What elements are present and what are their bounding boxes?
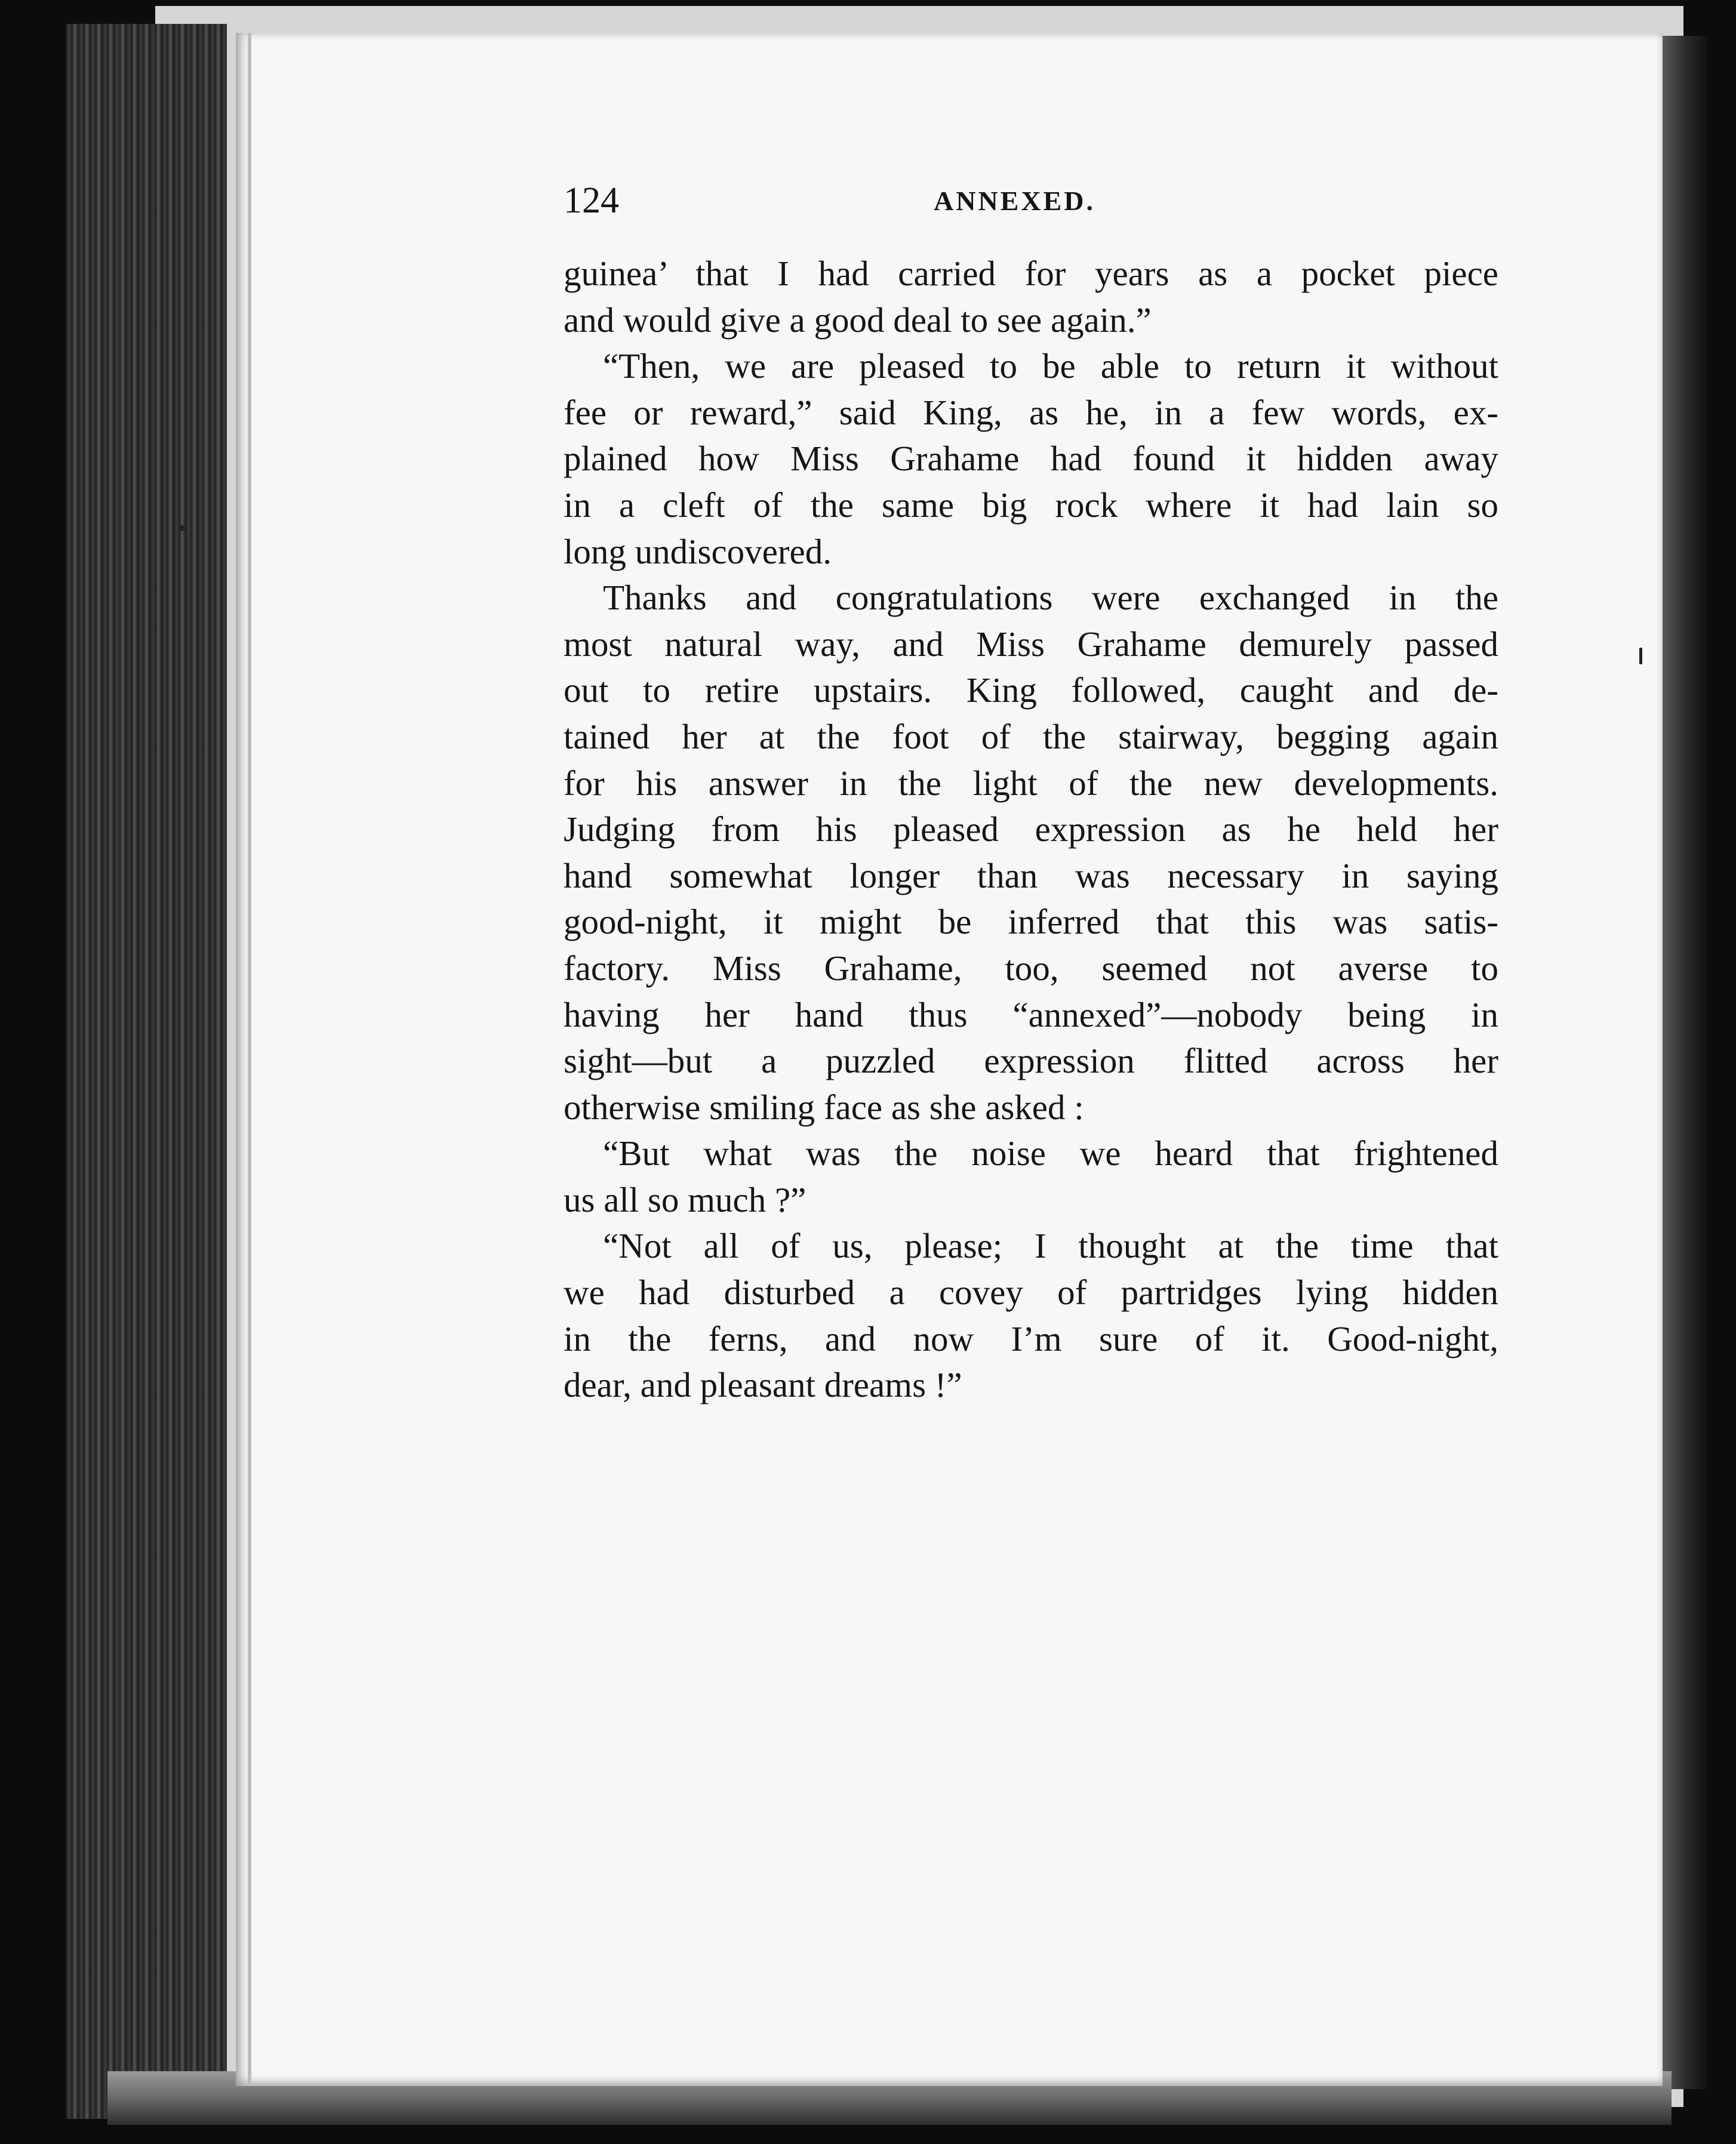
text-line: and would give a good deal to see again.”: [564, 300, 1152, 340]
page-header: [564, 177, 1498, 224]
text-line: tained her at the foot of the stairway, begging again: [564, 716, 1498, 756]
running-head: ANNEXED.: [934, 186, 1095, 216]
paragraph: [564, 575, 1498, 1130]
scan-speck: [1639, 648, 1642, 664]
text-line: sight—but a puzzled expression flitted across her: [564, 1041, 1498, 1081]
text-line: Thanks and congratulations were exchanged in the: [603, 578, 1498, 618]
text-line: we had disturbed a covey of partridges lying hidden: [564, 1273, 1498, 1313]
text-line: for his answer in the light of the new developments.: [564, 763, 1498, 803]
text-line: guinea’ that I had carried for years as a pocket piece: [564, 254, 1498, 293]
paragraph: [564, 1130, 1498, 1223]
paragraph: [564, 251, 1498, 343]
text-line: good-night, it might be inferred that this was satis-: [564, 902, 1498, 942]
text-line: otherwise smiling face as she asked :: [564, 1087, 1084, 1127]
body-text: [564, 251, 1498, 1409]
text-line: “Not all of us, please; I thought at the time that: [603, 1226, 1498, 1266]
text-line: in a cleft of the same big rock where it had lain so: [564, 485, 1498, 525]
text-line: factory. Miss Grahame, too, seemed not averse to: [564, 948, 1498, 988]
text-line: in the ferns, and now I’m sure of it. Good-night,: [564, 1319, 1498, 1359]
text-line: having her hand thus “annexed”—nobody being in: [564, 994, 1498, 1034]
text-line: out to retire upstairs. King followed, caught and de-: [564, 670, 1498, 710]
text-line: long undiscovered.: [564, 531, 832, 571]
text-line: fee or reward,” said King, as he, in a few words, ex-: [564, 392, 1498, 432]
book-page-edges: [66, 24, 227, 2119]
text-line: plained how Miss Grahame had found it hidden away: [564, 439, 1498, 479]
text-line: “Then, we are pleased to be able to return it without: [603, 346, 1498, 386]
page-inner-edge: [248, 33, 251, 2086]
text-line: Judging from his pleased expression as he held her: [564, 809, 1498, 849]
text-line: dear, and pleasant dreams !”: [564, 1365, 962, 1405]
text-line: “But what was the noise we heard that frightened: [603, 1133, 1498, 1173]
text-line: most natural way, and Miss Grahame demurely passed: [564, 624, 1498, 664]
text-line: us all so much ?”: [564, 1179, 807, 1219]
page-number: 124: [564, 180, 619, 221]
text-line: hand somewhat longer than was necessary in saying: [564, 855, 1498, 895]
paragraph: [564, 1223, 1498, 1408]
paragraph: [564, 343, 1498, 575]
scan-speck: [179, 525, 185, 531]
